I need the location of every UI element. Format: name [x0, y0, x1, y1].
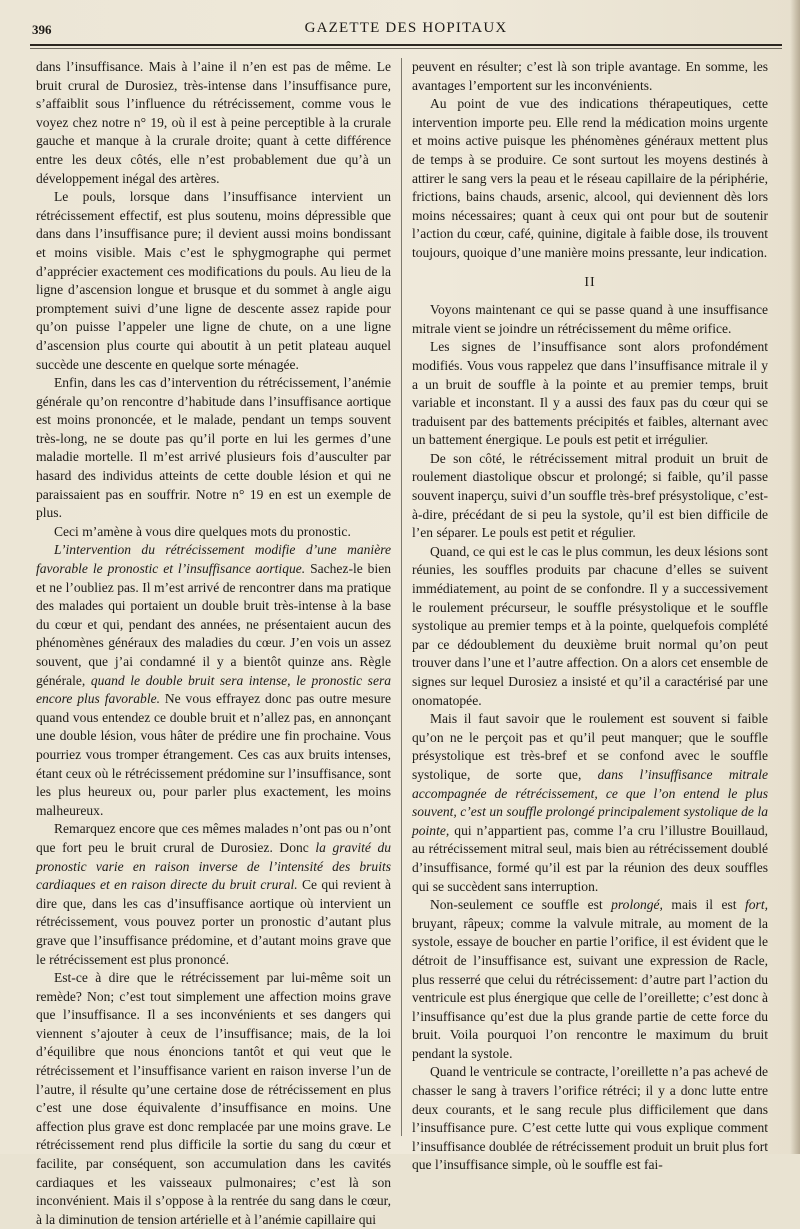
header-rule-secondary	[30, 48, 782, 49]
paragraph: Voyons maintenant ce qui se passe quand à une insuffisance mitrale vient se joindre un rétrécissement du même orifice.	[412, 302, 768, 336]
paragraph-text: Mais il faut savoir que le roulement est souvent si faible qu’on ne le perçoit pas et qu’il peut manquer; que le souffle présystolique est très-bref et se confond avec le souffle systolique, de sorte que,	[412, 711, 768, 782]
page-header	[30, 18, 782, 42]
paragraph: Ceci m’amène à vous dire quelques mots du pronostic.	[54, 523, 351, 539]
paragraph	[36, 820, 391, 969]
section-heading: II	[584, 274, 596, 290]
column-divider	[401, 58, 402, 1136]
paragraph: Le pouls, lorsque dans l’insuffisance intervient un rétrécissement effectif, est plus soutenu, moins dépressible que dans dans l’insuffisance pure; il devient aussi moins bondissant et moins visible. Mais c’est le sphygmographe qui permet d’apprécier exactement ces modifications du pouls. Au lieu de la ligne d’ascension longue et brusque et du sommet à angle aigu promptement suivi d’une ligne de descente assez rapide pour qu’on puisse l’appeler une ligne de chute, on a une ligne d’ascension plus courte qui aboutit à un petit plateau auquel succède une descente en quelque sorte ménagée.	[36, 189, 391, 372]
right-column	[412, 58, 769, 1173]
paragraph: Enfin, dans les cas d’intervention du rétrécissement, l’anémie générale qu’on rencontre d’habitude dans l’insuffisance aortique est moins prononcée, et le malade, pendant un temps souvent très-long, ne se doute pas qu’il porte en lui les germes d’une maladie mortelle. Il m’est arrivé plusieurs fois d’ausculter par hasard des individus atteints de cette double lésion et qui ne paraissaient pas en souffrir. Notre n° 19 en est un exemple de plus.	[36, 375, 391, 521]
emphasis-text: fort,	[745, 897, 768, 913]
paragraph	[412, 710, 768, 896]
emphasis-text: dans l’insuffisance mitrale accompagnée de rétrécissement, ce que l’on entend le plus souvent, c’est un souffle prolongé principalement systolique de la pointe,	[412, 766, 768, 838]
page-number: 396	[32, 22, 52, 37]
emphasis-text: prolongé,	[611, 897, 663, 913]
paragraph-text: Ne vous effrayez donc pas outre mesure quand vous entendez ce double bruit et n’allez pas, en annonçant une double lésion, vous hâter de prédire une fin prochaine. Vous pourriez vous tromper étrangement. Ces cas aux bruits intenses, étant ceux où le rétrécissement prédomine sur l’insuffisance, sont les plus heureux ou, pour parler plus exactement, les moins malheureux.	[36, 691, 391, 818]
paragraph: De son côté, le rétrécissement mitral produit un bruit de roulement diastolique obscur et prolongé; si faible, qu’il passe souvent inaperçu, suivi d’un souffle très-bref présystolique, c’est-à-dire, précédant de si peu la systole, qu’il est bien difficile de l’en séparer. Le pouls est petit et régulier.	[412, 450, 769, 541]
header-rule	[30, 44, 782, 46]
paragraph: peuvent en résulter; c’est là son triple avantage. En somme, les avantages l’emportent sur les inconvénients.	[412, 59, 768, 93]
paragraph: Les signes de l’insuffisance sont alors profondément modifiés. Vous vous rappelez que dans l’insuffisance mitrale il y a un bruit de souffle à la pointe et au premier temps, bruit variable et inconstant. Il y a aussi des faux pas du cœur qui se traduisent par des battements précipités et faibles, alternant avec un battement énergique. Le pouls est petit et irrégulier.	[412, 339, 768, 448]
journal-title: GAZETTE DES HOPITAUX	[304, 20, 508, 36]
emphasis-text: la gravité du pronostic varie en raison inverse de l’intensité des bruits cardiaques et en raison directe du bruit crural.	[36, 839, 391, 893]
paragraph-text: qui n’appartient pas, comme l’a cru l’illustre Bouillaud, au rétrécissement mitral seul, mais bien au rétrécissement doublé d’insuffisance, formé qu’il est par la réunion des deux souffles qui se succèdent sans interruption.	[412, 822, 768, 894]
paragraph	[412, 896, 768, 1063]
paragraph-text: Sachez-le bien et ne l’oubliez pas. Il m’est arrivé de rencontrer dans ma pratique des malades qui portaient un double bruit très-intense à la base du cœur et qui, pendant des années, ne présentaient aucun des phénomènes généraux des maladies du cœur. J’en vois un assez souvent, que j’ai condamné il y a bientôt quinze ans. Règle générale,	[36, 561, 391, 688]
paragraph-text: Non-seulement ce souffle est	[430, 897, 612, 913]
paragraph-text: Remarquez encore que ces mêmes malades n’ont pas ou n’ont que fort peu le bruit crural de Durosiez. Donc	[36, 821, 391, 855]
left-column	[36, 58, 391, 1227]
paragraph: dans l’insuffisance. Mais à l’aine il n’en est pas de même. Le bruit crural de Durosiez, très-intense dans l’insuffisance pure, s’affaiblit sous l’influence du rétrécissement, comme vous le voyez chez notre n° 19, où il est à peine perceptible à la crurale gauche et manque à la crurale droite; quant à cette différence entre les deux côtés, elle n’est probablement due qu’à un développement inégal des artères.	[36, 59, 391, 186]
paragraph: Quand le ventricule se contracte, l’oreillette n’a pas achevé de chasser le sang à travers l’orifice rétréci; il y a donc lutte entre deux courants, et le sang recule plus difficilement que dans l’insuffisance pure. C’est cette lutte qui vous explique comment l’insuffisance doublée de rétrécissement produit un bruit plus fort que l’insuffisance simple, où le souffle est fai-	[412, 1064, 768, 1173]
paragraph-text: bruyant, râpeux; comme la valvule mitrale, au moment de la systole, essaye de boucher en partie l’orifice, il est évident que le détroit de l’insuffisance est, suivant une expression de Racle, plus resserré que celui du rétrécissement: d’autre part l’action du ventricule est plus énergique que celle de l’oreillette; c’est donc à l’insuffisance qu’est due la plus grande partie de cette force du bruit. Voila pourquoi l’on rencontre le maximum du bruit pendant la systole.	[412, 915, 768, 1061]
paragraph: Au point de vue des indications thérapeutiques, cette intervention importe peu. Elle rend la médication moins urgente et moins active puisque les phénomènes généraux mettent plus de temps à se produire. Ce sont surtout les moyens destinés à attirer le sang vers la peau et le réseau capillaire de la périphérie, frictions, bains chauds, arsenic, alcool, qui deviennent dès lors moins nécessaires; quant à ceux qui ont pour but de soutenir l’action du cœur, café, quinine, digitale à faible dose, ils trouvent toujours, quoique d’une manière moins pressante, leur indication.	[412, 96, 768, 260]
paragraph: Est-ce à dire que le rétrécissement par lui-même soit un remède? Non; c’est tout simplement une affection moins grave que l’insuffisance. Il a ses inconvénients et ses dangers qui viennent s’ajouter à ceux de l’insuffisance; mais, de la loi d’équilibre que nous énoncions tantôt et qui veut que le rétrécissement et l’insuffisance varient en raison inverse l’un de l’autre, il résulte qu’une certaine dose de rétrécissement en plus c’est une dose équivalente d’insuffisance en moins. Une affection plus grave est donc remplacée par une moins grave. Le rétrécissement rend plus difficile la sortie du sang du cœur et facilite, par conséquent, son accumulation dans les cavités cardiaques et les vaisseaux pulmonaires; c’est là son inconvénient. Mais il s’oppose à la rentrée du sang dans le cœur, à la diminution de tension artérielle et à l’anémie capillaire qui	[36, 970, 391, 1227]
binding-shadow	[790, 0, 800, 1154]
emphasis-text: quand le double bruit sera intense, le pronostic sera encore plus favorable.	[36, 672, 391, 707]
paragraph	[36, 541, 391, 820]
paragraph: Quand, ce qui est le cas le plus commun, les deux lésions sont réunies, les souffles produits par chacune d’elles se suivent immédiatement, au point de se confondre. Il y a successivement le roulement précurseur, le souffle présystolique et le souffle systolique au premier temps et à la pointe, quelquefois complété par ce dédoublement du deuxième bruit normal qu’on peut trouver dans l’une et l’autre affection. On a alors cet ensemble de signes sur lequel Durosiez a insisté et qu’il a caractérisé par une onomatopée.	[412, 543, 768, 708]
paragraph-text: mais il est	[662, 897, 746, 913]
emphasis-text: L’intervention du rétrécissement modifie d’une manière favorable le pronostic et l’insuffisance aortique.	[36, 542, 391, 577]
paragraph-text: Ce qui revient à dire que, dans les cas d’insuffisance aortique où intervient un rétrécissement, vous pouvez porter un pronostic d’autant plus grave que l’insuffisance prédomine, et d’autant moins grave que le rétrécissement est plus prononcé.	[36, 877, 391, 967]
